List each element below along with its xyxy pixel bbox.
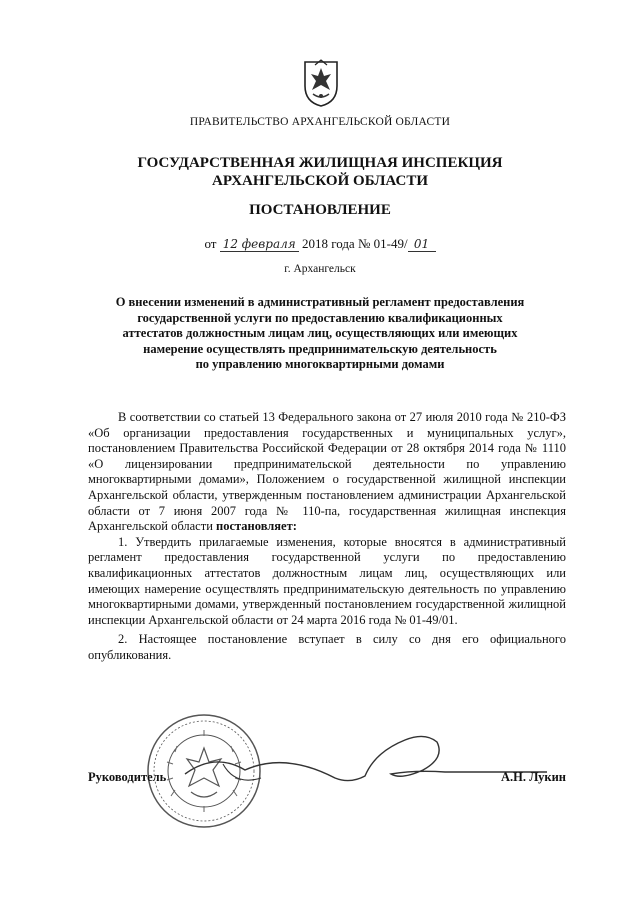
paragraph-text: В соответствии со статьей 13 Федерального закона от 27 июля 2010 года № 210-ФЗ «Об организации предоставления государственных и муниципальных услуг», постановлением Правительства Российской Федерации от 28 октября 2014 года № 1110 «О лицензировании предпринимательской деятельности по управлению многоквартирными домами», Положением о государственной жилищной инспекции Архангельской области, утвержденным постановлением администрации Архангельской области от 7 июня 2007 года № 110-па, государственная жилищная инспекция Архангельской области [88, 410, 566, 534]
handwritten-number: 01 [408, 238, 436, 252]
document-body [88, 410, 566, 664]
signatory-role: Руководитель [88, 770, 167, 784]
city: г. Архангельск [284, 263, 356, 275]
subject-line: О внесении изменений в административный регламент предоставления [115, 295, 525, 309]
subject-line: государственной услуги по предоставлению квалификационных [137, 310, 503, 325]
agency-name-line2: АРХАНГЕЛЬСКОЙ ОБЛАСТИ [212, 173, 428, 189]
subject-line: намерение осуществлять предпринимательскую деятельность [143, 341, 497, 356]
subject-line: аттестатов должностным лицам лиц, осуществляющих или имеющих [122, 326, 518, 340]
handwritten-date: 12 февраля [220, 238, 299, 252]
handwritten-signature-icon [175, 712, 555, 812]
body-paragraph: 2. Настоящее постановление вступает в силу со дня его официального опубликования. [88, 632, 566, 662]
subject-line: по управлению многоквартирными домами [195, 357, 445, 371]
coat-of-arms-icon [301, 56, 341, 108]
paragraph-bold-term: постановляет: [216, 519, 297, 534]
agency-name-line1: ГОСУДАРСТВЕННАЯ ЖИЛИЩНАЯ ИНСПЕКЦИЯ [137, 155, 503, 171]
document-type: ПОСТАНОВЛЕНИЕ [249, 202, 391, 218]
date-middle: 2018 года № 01-49/ [301, 236, 408, 251]
agency-name [0, 154, 640, 190]
signatory-name: А.Н. Лукин [501, 770, 566, 784]
government-name: ПРАВИТЕЛЬСТВО АРХАНГЕЛЬСКОЙ ОБЛАСТИ [189, 116, 451, 128]
date-line [0, 236, 640, 252]
body-paragraph: 1. Утвердить прилагаемые изменения, которые вносятся в административный регламент предоставления государственной услуги по предоставлению квалификационных аттестатов должностным лицам лиц, осуществляющих или имеющих намерение осуществлять предпринимательскую деятельность по управлению многоквартирными домами, утвержденный постановлением государственной жилищной инспекции Архангельской области от 24 марта 2016 года № 01-49/01. [88, 534, 566, 627]
date-prefix: от [204, 236, 217, 251]
body-paragraph [88, 410, 566, 535]
document-subject [60, 295, 580, 373]
